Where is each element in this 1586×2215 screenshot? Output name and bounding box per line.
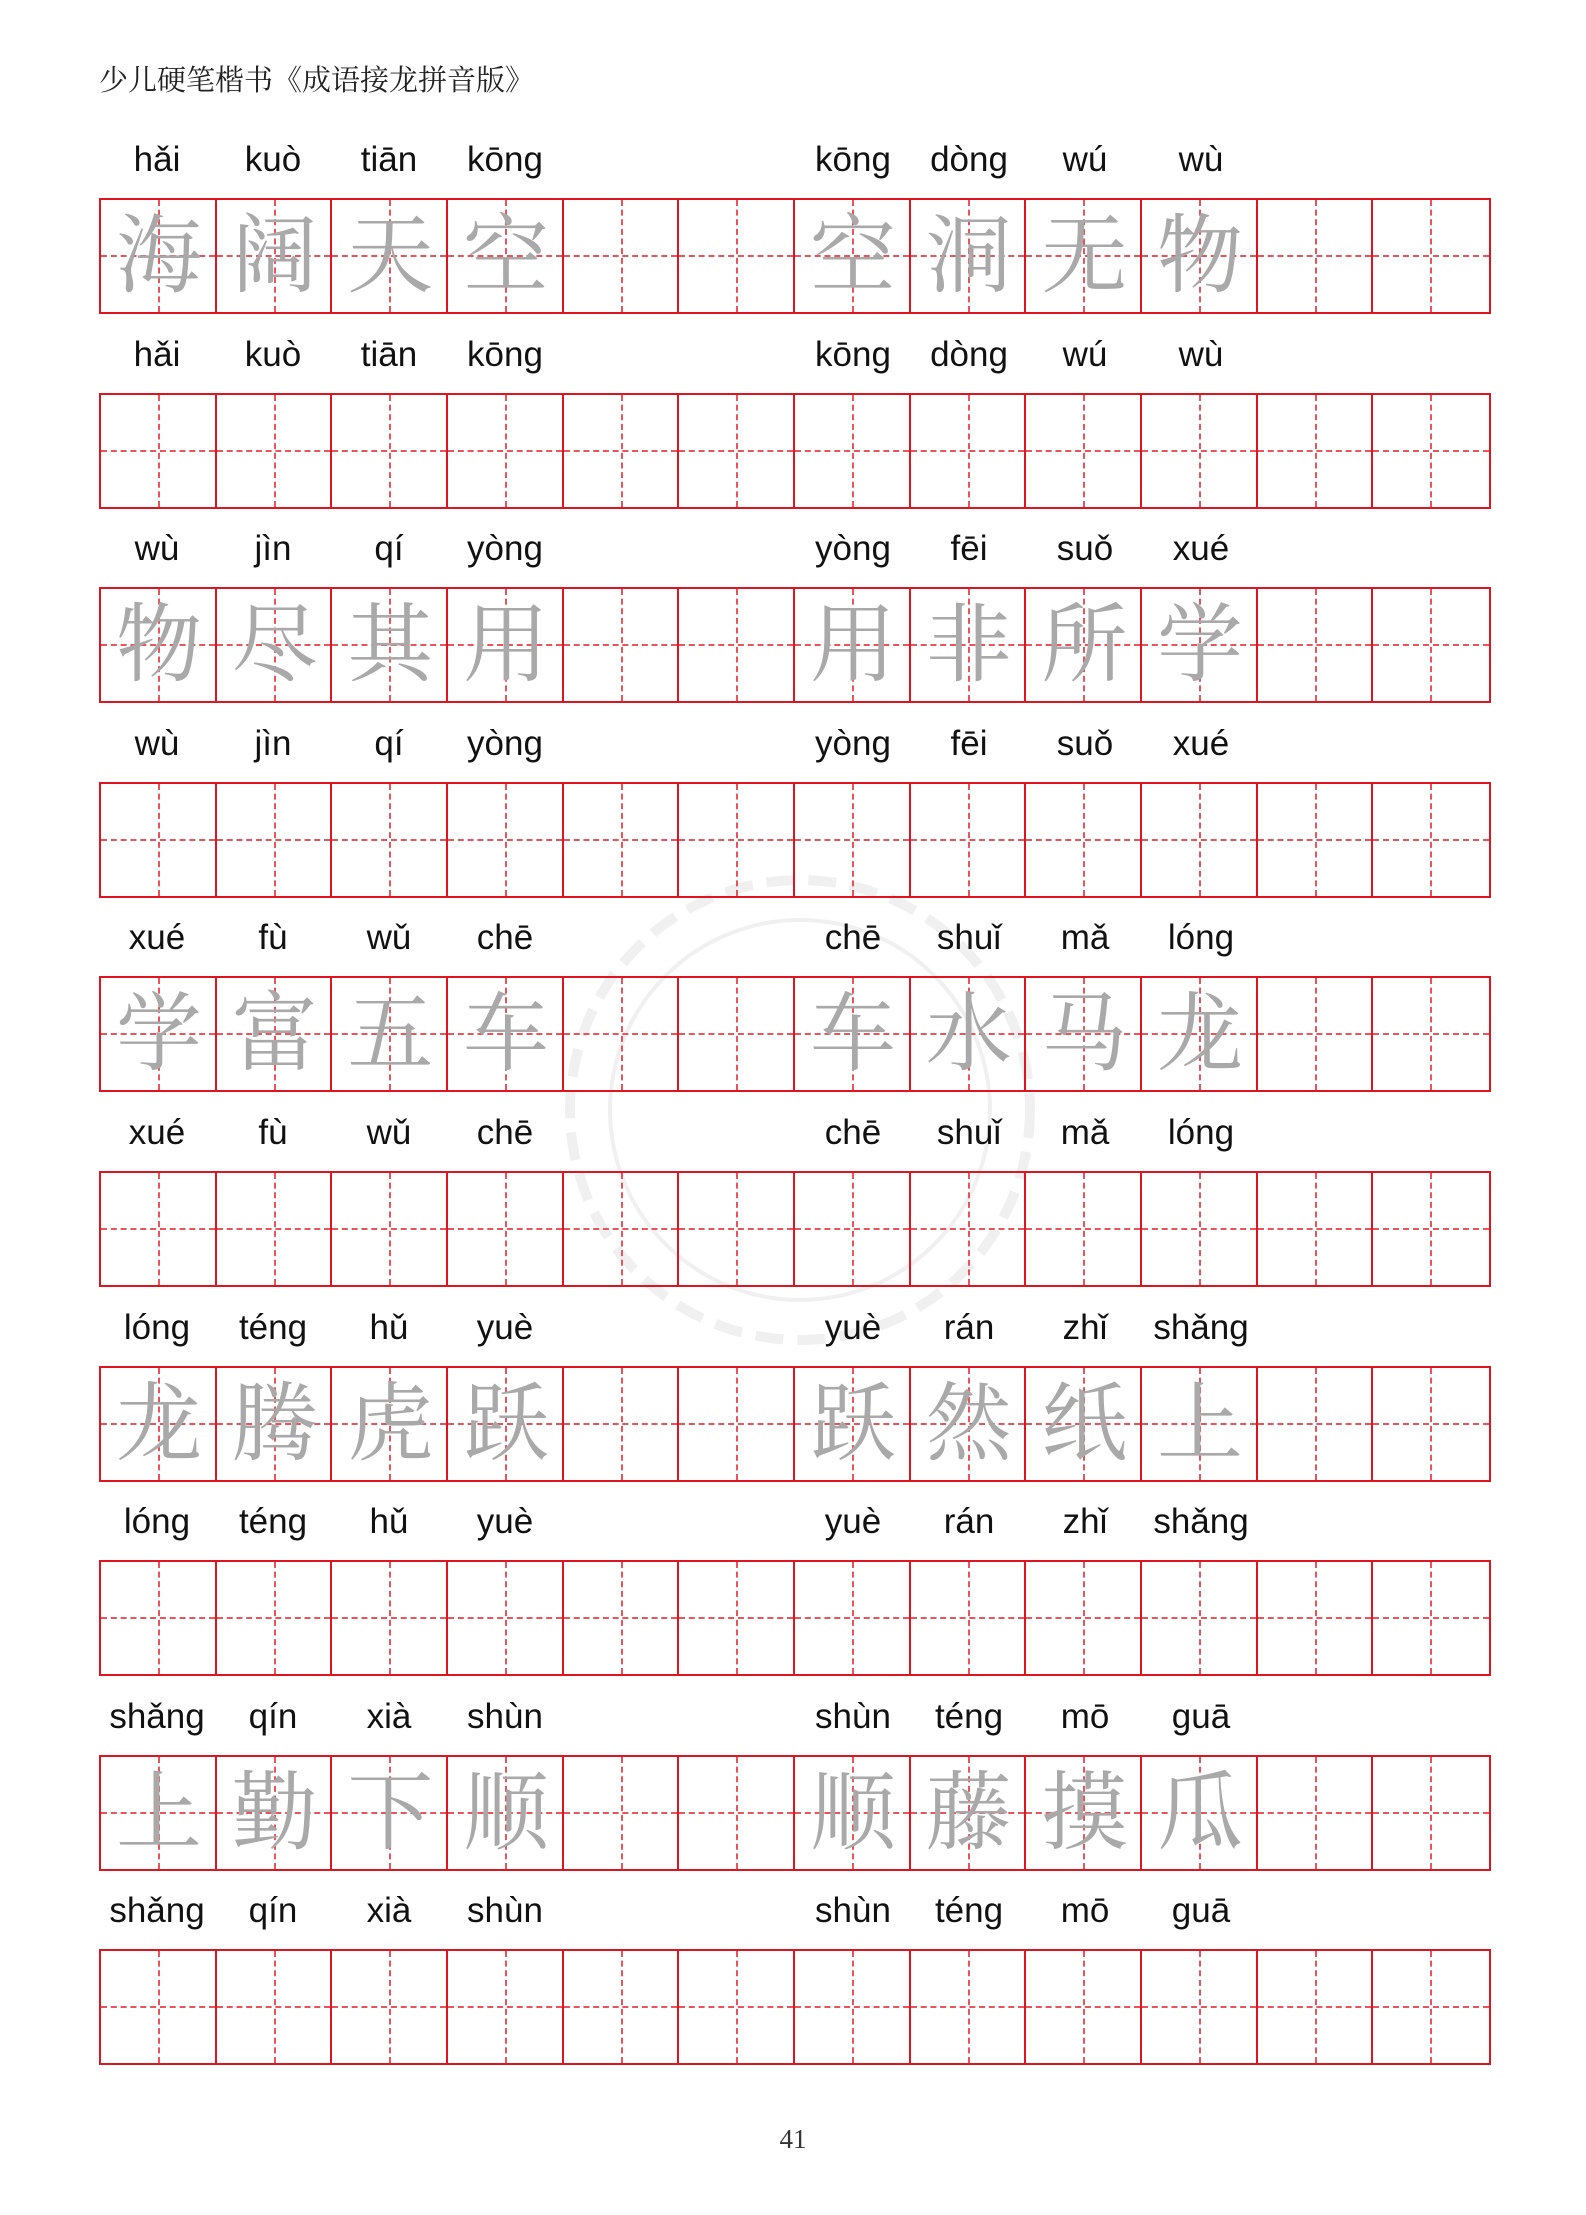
pinyin-label: kōng (815, 334, 891, 374)
writing-cell[interactable] (564, 395, 680, 507)
writing-cell[interactable] (564, 589, 680, 701)
tianzige-grid (99, 587, 1491, 703)
trace-character: 非 (925, 595, 1012, 696)
writing-cell[interactable] (679, 1951, 795, 2063)
writing-cell[interactable] (1026, 589, 1142, 701)
trace-character: 跃 (463, 1373, 550, 1474)
writing-cell[interactable] (217, 1757, 333, 1869)
writing-cell[interactable] (101, 1562, 217, 1674)
tianzige-grid (99, 1560, 1491, 1676)
trace-character: 顺 (463, 1762, 550, 1863)
writing-cell[interactable] (332, 1951, 448, 2063)
trace-character: 纸 (1041, 1373, 1128, 1474)
trace-character: 下 (347, 1762, 434, 1863)
pinyin-label: wù (134, 529, 180, 569)
writing-cell[interactable] (911, 1368, 1027, 1480)
trace-character: 海 (116, 206, 202, 306)
writing-cell[interactable] (1373, 200, 1489, 312)
pinyin-label: kuò (244, 334, 302, 374)
trace-character: 富 (231, 984, 318, 1085)
trace-character: 五 (347, 984, 434, 1085)
tianzige-grid (99, 1949, 1491, 2065)
writing-cell[interactable] (217, 589, 333, 701)
pinyin-label: yòng (467, 723, 543, 763)
pinyin-row (99, 1308, 1491, 1358)
pinyin-label: xué (128, 1113, 186, 1152)
pinyin-label: shǎng (1153, 1307, 1249, 1347)
pinyin-label: qí (374, 529, 404, 569)
pinyin-label: jìn (254, 723, 292, 763)
writing-cell[interactable] (679, 589, 795, 701)
trace-character: 空 (463, 206, 550, 306)
writing-cell[interactable] (911, 200, 1027, 312)
page-header-title: 少儿硬笔楷书《成语接龙拼音版》 (99, 63, 535, 97)
writing-cell[interactable] (911, 1951, 1027, 2063)
trace-character: 藤 (925, 1762, 1012, 1863)
writing-cell[interactable] (101, 978, 217, 1090)
writing-cell[interactable] (1026, 1173, 1142, 1285)
pinyin-label: hǔ (369, 1307, 409, 1347)
pinyin-label: mō (1060, 1891, 1110, 1931)
writing-cell[interactable] (1373, 395, 1489, 507)
writing-cell[interactable] (795, 1757, 911, 1869)
pinyin-label: xué (128, 918, 186, 958)
writing-cell[interactable] (679, 200, 795, 312)
trace-character: 上 (1157, 1373, 1244, 1474)
pinyin-label: wù (134, 723, 180, 763)
pinyin-label: yòng (815, 723, 891, 763)
writing-cell[interactable] (795, 395, 911, 507)
pinyin-label: jìn (254, 529, 292, 569)
writing-cell[interactable] (1026, 784, 1142, 896)
writing-cell[interactable] (217, 1951, 333, 2063)
writing-cell[interactable] (1142, 1951, 1258, 2063)
writing-cell[interactable] (1026, 1757, 1142, 1869)
writing-cell[interactable] (1142, 1757, 1258, 1869)
tianzige-grid (99, 976, 1491, 1092)
writing-cell[interactable] (795, 978, 911, 1090)
pinyin-label: wú (1062, 140, 1108, 179)
writing-cell[interactable] (911, 1757, 1027, 1869)
writing-cell[interactable] (332, 1173, 448, 1285)
writing-cell[interactable] (217, 1368, 333, 1480)
writing-cell[interactable] (911, 589, 1027, 701)
writing-cell[interactable] (101, 784, 217, 896)
writing-cell[interactable] (217, 1173, 333, 1285)
pinyin-label: chē (476, 918, 534, 958)
writing-cell[interactable] (1142, 1562, 1258, 1674)
writing-cell[interactable] (795, 1951, 911, 2063)
writing-cell[interactable] (911, 1562, 1027, 1674)
writing-cell[interactable] (448, 1368, 564, 1480)
pinyin-label: qí (374, 723, 404, 763)
pinyin-label: kōng (467, 334, 543, 374)
pinyin-label: hǎi (133, 140, 181, 179)
trace-character: 物 (116, 595, 202, 696)
writing-cell[interactable] (448, 200, 564, 312)
writing-cell[interactable] (1258, 395, 1374, 507)
trace-character: 勤 (231, 1762, 318, 1863)
writing-cell[interactable] (564, 1173, 680, 1285)
pinyin-label: wú (1062, 334, 1108, 374)
writing-cell[interactable] (1373, 589, 1489, 701)
writing-cell[interactable] (679, 1368, 795, 1480)
pinyin-label: fēi (950, 529, 988, 569)
trace-character: 空 (810, 206, 897, 306)
writing-cell[interactable] (1373, 978, 1489, 1090)
pinyin-label: zhǐ (1062, 1307, 1108, 1347)
pinyin-label: shùn (467, 1891, 543, 1931)
trace-character: 尽 (231, 595, 318, 696)
writing-cell[interactable] (101, 1951, 217, 2063)
trace-character: 跃 (810, 1373, 897, 1474)
pinyin-label: dòng (930, 140, 1008, 179)
pinyin-row (99, 140, 1491, 190)
pinyin-label: hǎi (133, 334, 181, 374)
trace-character: 其 (347, 595, 434, 696)
writing-cell[interactable] (795, 1562, 911, 1674)
trace-character: 然 (925, 1373, 1012, 1474)
pinyin-label: téng (934, 1891, 1004, 1931)
writing-cell[interactable] (1026, 395, 1142, 507)
writing-cell[interactable] (795, 589, 911, 701)
writing-cell[interactable] (332, 978, 448, 1090)
writing-cell[interactable] (332, 1757, 448, 1869)
writing-cell[interactable] (448, 1562, 564, 1674)
pinyin-label: téng (238, 1307, 308, 1347)
trace-character: 摸 (1041, 1762, 1128, 1863)
writing-cell[interactable] (217, 978, 333, 1090)
writing-cell[interactable] (1142, 395, 1258, 507)
pinyin-label: chē (824, 1113, 882, 1152)
trace-character: 无 (1041, 206, 1128, 306)
pinyin-label: yuè (824, 1307, 882, 1347)
writing-cell[interactable] (911, 784, 1027, 896)
writing-cell[interactable] (448, 1173, 564, 1285)
writing-cell[interactable] (101, 395, 217, 507)
pinyin-label: xià (366, 1891, 412, 1931)
pinyin-label: shǎng (109, 1696, 205, 1736)
trace-character: 虎 (347, 1373, 434, 1474)
writing-cell[interactable] (1026, 1951, 1142, 2063)
tianzige-grid (99, 1755, 1491, 1871)
writing-cell[interactable] (217, 784, 333, 896)
writing-cell[interactable] (679, 1757, 795, 1869)
writing-cell[interactable] (448, 784, 564, 896)
trace-character: 龙 (116, 1373, 202, 1474)
trace-character: 龙 (1157, 984, 1244, 1085)
pinyin-label: shuǐ (936, 1113, 1002, 1152)
pinyin-label: chē (824, 918, 882, 958)
tianzige-grid (99, 782, 1491, 898)
pinyin-label: shùn (815, 1696, 891, 1736)
writing-cell[interactable] (448, 978, 564, 1090)
writing-cell[interactable] (1258, 1562, 1374, 1674)
trace-character: 用 (463, 595, 550, 696)
pinyin-row (99, 1891, 1491, 1941)
writing-cell[interactable] (448, 1757, 564, 1869)
writing-cell[interactable] (795, 784, 911, 896)
writing-cell[interactable] (1026, 978, 1142, 1090)
writing-cell[interactable] (1142, 1173, 1258, 1285)
writing-cell[interactable] (1026, 1562, 1142, 1674)
writing-cell[interactable] (1258, 1368, 1374, 1480)
tianzige-grid (99, 1366, 1491, 1482)
writing-cell[interactable] (448, 1951, 564, 2063)
writing-cell[interactable] (911, 1173, 1027, 1285)
pinyin-label: yuè (824, 1502, 882, 1542)
pinyin-label: yuè (476, 1307, 534, 1347)
pinyin-label: lóng (1167, 918, 1235, 958)
writing-cell[interactable] (1373, 1562, 1489, 1674)
trace-character: 天 (347, 206, 434, 306)
writing-cell[interactable] (795, 1368, 911, 1480)
pinyin-label: tiān (360, 334, 418, 374)
pinyin-row (99, 529, 1491, 579)
pinyin-label: lóng (123, 1502, 191, 1542)
pinyin-label: suǒ (1056, 723, 1114, 763)
trace-character: 上 (116, 1762, 202, 1863)
pinyin-row (99, 335, 1491, 385)
pinyin-label: téng (934, 1696, 1004, 1736)
tianzige-grid (99, 393, 1491, 509)
pinyin-label: qín (248, 1696, 298, 1736)
pinyin-label: kuò (244, 140, 302, 179)
writing-cell[interactable] (101, 1757, 217, 1869)
pinyin-label: shùn (815, 1891, 891, 1931)
pinyin-label: lóng (1167, 1113, 1235, 1152)
pinyin-label: xué (1172, 723, 1230, 763)
pinyin-label: mǎ (1060, 918, 1110, 958)
pinyin-label: mǎ (1060, 1113, 1110, 1152)
pinyin-label: dòng (930, 334, 1008, 374)
writing-cell[interactable] (332, 200, 448, 312)
writing-cell[interactable] (1373, 1368, 1489, 1480)
writing-cell[interactable] (911, 978, 1027, 1090)
trace-character: 顺 (810, 1762, 897, 1863)
writing-cell[interactable] (101, 1368, 217, 1480)
writing-cell[interactable] (564, 784, 680, 896)
trace-character: 水 (925, 984, 1012, 1085)
writing-cell[interactable] (564, 200, 680, 312)
trace-character: 车 (810, 984, 897, 1085)
trace-character: 所 (1041, 595, 1128, 696)
writing-cell[interactable] (1373, 1173, 1489, 1285)
writing-cell[interactable] (564, 978, 680, 1090)
pinyin-label: qín (248, 1891, 298, 1931)
page-number: 41 (779, 2124, 807, 2154)
pinyin-label: guā (1171, 1696, 1231, 1736)
writing-cell[interactable] (1373, 1951, 1489, 2063)
writing-cell[interactable] (911, 395, 1027, 507)
writing-cell[interactable] (217, 395, 333, 507)
pinyin-label: zhǐ (1062, 1502, 1108, 1542)
pinyin-label: yuè (476, 1502, 534, 1542)
pinyin-row (99, 1113, 1491, 1163)
pinyin-label: wǔ (366, 918, 412, 958)
writing-cell[interactable] (1026, 1368, 1142, 1480)
pinyin-label: xué (1172, 529, 1230, 569)
pinyin-row (99, 918, 1491, 968)
writing-cell[interactable] (217, 1562, 333, 1674)
pinyin-label: chē (476, 1113, 534, 1152)
writing-cell[interactable] (1258, 200, 1374, 312)
pinyin-row (99, 1697, 1491, 1747)
trace-character: 瓜 (1157, 1762, 1244, 1863)
writing-cell[interactable] (332, 784, 448, 896)
writing-cell[interactable] (101, 589, 217, 701)
pinyin-label: shǎng (109, 1891, 205, 1931)
writing-cell[interactable] (1142, 784, 1258, 896)
writing-cell[interactable] (1142, 589, 1258, 701)
pinyin-label: xià (366, 1696, 412, 1736)
trace-character: 用 (810, 595, 897, 696)
pinyin-label: kōng (815, 140, 891, 179)
writing-cell[interactable] (1373, 1757, 1489, 1869)
writing-cell[interactable] (217, 200, 333, 312)
writing-cell[interactable] (1258, 1951, 1374, 2063)
pinyin-label: fēi (950, 723, 988, 763)
tianzige-grid (99, 198, 1491, 314)
pinyin-label: yòng (815, 529, 891, 569)
tianzige-grid (99, 1171, 1491, 1287)
trace-character: 腾 (231, 1373, 318, 1474)
writing-cell[interactable] (101, 200, 217, 312)
pinyin-label: wù (1178, 140, 1224, 179)
pinyin-row (99, 1502, 1491, 1552)
pinyin-label: tiān (360, 140, 418, 179)
pinyin-label: shǎng (1153, 1502, 1249, 1542)
pinyin-label: suǒ (1056, 529, 1114, 569)
trace-character: 学 (116, 984, 202, 1085)
writing-cell[interactable] (795, 200, 911, 312)
pinyin-label: rán (943, 1502, 995, 1542)
writing-cell[interactable] (101, 1173, 217, 1285)
writing-cell[interactable] (448, 589, 564, 701)
writing-cell[interactable] (679, 784, 795, 896)
pinyin-label: yòng (467, 529, 543, 569)
pinyin-label: wǔ (366, 1113, 412, 1152)
writing-cell[interactable] (564, 1951, 680, 2063)
pinyin-label: kōng (467, 140, 543, 179)
writing-cell[interactable] (679, 1562, 795, 1674)
writing-cell[interactable] (564, 1757, 680, 1869)
pinyin-label: shuǐ (936, 918, 1002, 958)
trace-character: 阔 (231, 206, 318, 306)
pinyin-label: lóng (123, 1307, 191, 1347)
writing-cell[interactable] (1142, 978, 1258, 1090)
trace-character: 物 (1157, 206, 1244, 306)
pinyin-label: hǔ (369, 1502, 409, 1542)
writing-cell[interactable] (332, 1368, 448, 1480)
writing-cell[interactable] (332, 589, 448, 701)
writing-cell[interactable] (1258, 1757, 1374, 1869)
writing-cell[interactable] (448, 395, 564, 507)
pinyin-label: fù (258, 918, 288, 958)
pinyin-label: shùn (467, 1696, 543, 1736)
trace-character: 马 (1041, 984, 1128, 1085)
writing-cell[interactable] (679, 1173, 795, 1285)
pinyin-row (99, 724, 1491, 774)
trace-character: 洞 (925, 206, 1012, 306)
writing-cell[interactable] (1026, 200, 1142, 312)
writing-cell[interactable] (1142, 1368, 1258, 1480)
writing-cell[interactable] (1142, 200, 1258, 312)
writing-cell[interactable] (564, 1562, 680, 1674)
writing-cell[interactable] (679, 395, 795, 507)
writing-cell[interactable] (332, 1562, 448, 1674)
writing-cell[interactable] (1258, 978, 1374, 1090)
writing-cell[interactable] (564, 1368, 680, 1480)
pinyin-label: rán (943, 1307, 995, 1347)
writing-cell[interactable] (795, 1173, 911, 1285)
writing-cell[interactable] (1258, 589, 1374, 701)
pinyin-label: wù (1178, 334, 1224, 374)
writing-cell[interactable] (1373, 784, 1489, 896)
writing-cell[interactable] (332, 395, 448, 507)
pinyin-label: mō (1060, 1696, 1110, 1736)
writing-cell[interactable] (1258, 1173, 1374, 1285)
pinyin-label: guā (1171, 1891, 1231, 1931)
pinyin-label: téng (238, 1502, 308, 1542)
pinyin-label: fù (258, 1113, 288, 1152)
writing-cell[interactable] (679, 978, 795, 1090)
writing-cell[interactable] (1258, 784, 1374, 896)
trace-character: 学 (1157, 595, 1244, 696)
trace-character: 车 (463, 984, 550, 1085)
